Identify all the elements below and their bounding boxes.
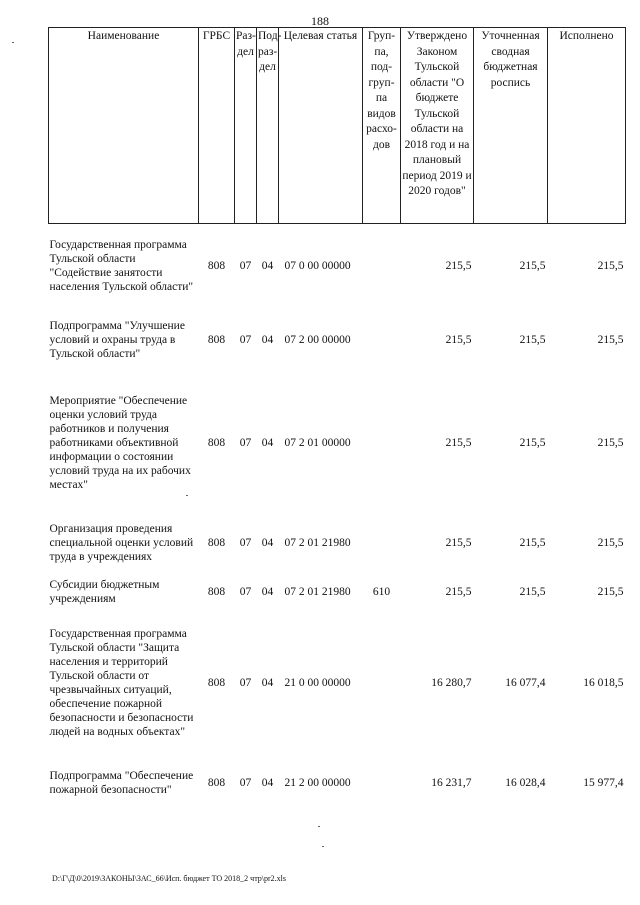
- header-approved: Утверждено Законом Тульской области "О бюджете Тульской области на 2018 год и на плановый период 2019 и 2020 годов": [401, 28, 474, 224]
- table-row: [49, 514, 626, 572]
- row-name: Государственная программа Тульской области "Защита населения и территорий Тульской области от чрезвычайных ситуаций, обеспечение пожарной безопасности и безопасности людей на водных объектах": [49, 627, 194, 738]
- table-row: [49, 308, 626, 372]
- row-grbs: 808: [207, 333, 226, 346]
- page-number: 188: [311, 14, 329, 28]
- row-razdel: 07: [239, 259, 252, 272]
- row-adjusted: 215,5: [519, 436, 546, 449]
- row-adjusted: 215,5: [519, 259, 546, 272]
- row-target-item: 07 2 00 00000: [284, 333, 351, 346]
- row-podrazdel: 04: [261, 333, 274, 346]
- row-target-item: 21 0 00 00000: [284, 676, 351, 689]
- row-target-item: 07 2 01 00000: [284, 436, 351, 449]
- row-razdel: 07: [239, 333, 252, 346]
- row-podrazdel: 04: [261, 436, 274, 449]
- header-name: Наименование: [49, 28, 199, 224]
- row-executed: 215,5: [597, 333, 624, 346]
- row-name: Государственная программа Тульской области "Содействие занятости населения Тульской области": [49, 238, 194, 293]
- header-grbs: ГРБС: [199, 28, 235, 224]
- header-adjusted: Уточненная сводная бюджетная роспись: [474, 28, 548, 224]
- table-header-row: [49, 28, 626, 224]
- budget-table: [48, 27, 626, 812]
- table-row: [49, 372, 626, 514]
- row-razdel: 07: [239, 536, 252, 549]
- table-row: [49, 572, 626, 612]
- row-grbs: 808: [207, 536, 226, 549]
- row-razdel: 07: [239, 676, 252, 689]
- row-expense-group: [363, 514, 401, 572]
- header-expense-group: Груп-па, под-груп-па видов расхо-дов: [363, 28, 401, 224]
- row-executed: 215,5: [597, 436, 624, 449]
- table-row: [49, 224, 626, 308]
- row-executed: 215,5: [597, 259, 624, 272]
- row-approved: 16 280,7: [431, 676, 472, 689]
- row-adjusted: 16 028,4: [505, 776, 546, 789]
- scan-speck: [12, 42, 14, 43]
- row-name: Организация проведения специальной оценки условий труда в учреждениях: [49, 522, 194, 563]
- row-expense-group: [363, 612, 401, 754]
- header-target-item: Целевая статья: [279, 28, 363, 224]
- row-executed: 215,5: [597, 536, 624, 549]
- row-target-item: 07 2 01 21980: [284, 536, 351, 549]
- row-grbs: 808: [207, 585, 226, 598]
- header-razdel: Раз-дел: [235, 28, 257, 224]
- scan-speck: [322, 846, 324, 847]
- row-adjusted: 215,5: [519, 333, 546, 346]
- row-target-item: 07 0 00 00000: [284, 259, 351, 272]
- row-approved: 215,5: [445, 536, 472, 549]
- row-podrazdel: 04: [261, 536, 274, 549]
- row-name: Подпрограмма "Обеспечение пожарной безопасности": [49, 769, 194, 796]
- table-row: [49, 754, 626, 812]
- row-adjusted: 16 077,4: [505, 676, 546, 689]
- table-row: [49, 612, 626, 754]
- row-approved: 215,5: [445, 585, 472, 598]
- row-expense-group: [363, 224, 401, 308]
- row-target-item: 21 2 00 00000: [284, 776, 351, 789]
- file-path-footer: D:\Г\Д\0\2019\ЗАКОНЫ\ЗАС_66\Исп. бюджет ТО 2018_2 чтр\pr2.xls: [52, 874, 287, 883]
- row-expense-group: [363, 754, 401, 812]
- row-executed: 215,5: [597, 585, 624, 598]
- row-adjusted: 215,5: [519, 585, 546, 598]
- row-podrazdel: 04: [261, 676, 274, 689]
- row-razdel: 07: [239, 585, 252, 598]
- row-executed: 15 977,4: [583, 776, 624, 789]
- row-executed: 16 018,5: [583, 676, 624, 689]
- row-podrazdel: 04: [261, 585, 274, 598]
- row-expense-group: [363, 372, 401, 514]
- row-razdel: 07: [239, 436, 252, 449]
- row-name: Подпрограмма "Улучшение условий и охраны труда в Тульской области": [49, 319, 185, 360]
- row-podrazdel: 04: [261, 259, 274, 272]
- header-executed: Исполнено: [548, 28, 626, 224]
- row-grbs: 808: [207, 776, 226, 789]
- row-approved: 215,5: [445, 259, 472, 272]
- row-expense-group: 610: [372, 585, 391, 598]
- scan-speck: [186, 495, 188, 496]
- row-expense-group: [363, 308, 401, 372]
- row-target-item: 07 2 01 21980: [284, 585, 351, 598]
- row-podrazdel: 04: [261, 776, 274, 789]
- row-razdel: 07: [239, 776, 252, 789]
- row-approved: 215,5: [445, 333, 472, 346]
- row-name: Субсидии бюджетным учреждениям: [49, 578, 160, 605]
- header-podrazdel: Под-раз-дел: [257, 28, 279, 224]
- row-name: Мероприятие "Обеспечение оценки условий труда работников и получения работниками объективной информации о состоянии условий труда на их рабочих местах": [49, 394, 191, 491]
- row-approved: 215,5: [445, 436, 472, 449]
- row-grbs: 808: [207, 676, 226, 689]
- row-approved: 16 231,7: [431, 776, 472, 789]
- row-adjusted: 215,5: [519, 536, 546, 549]
- scan-speck: [318, 826, 320, 827]
- row-grbs: 808: [207, 436, 226, 449]
- row-grbs: 808: [207, 259, 226, 272]
